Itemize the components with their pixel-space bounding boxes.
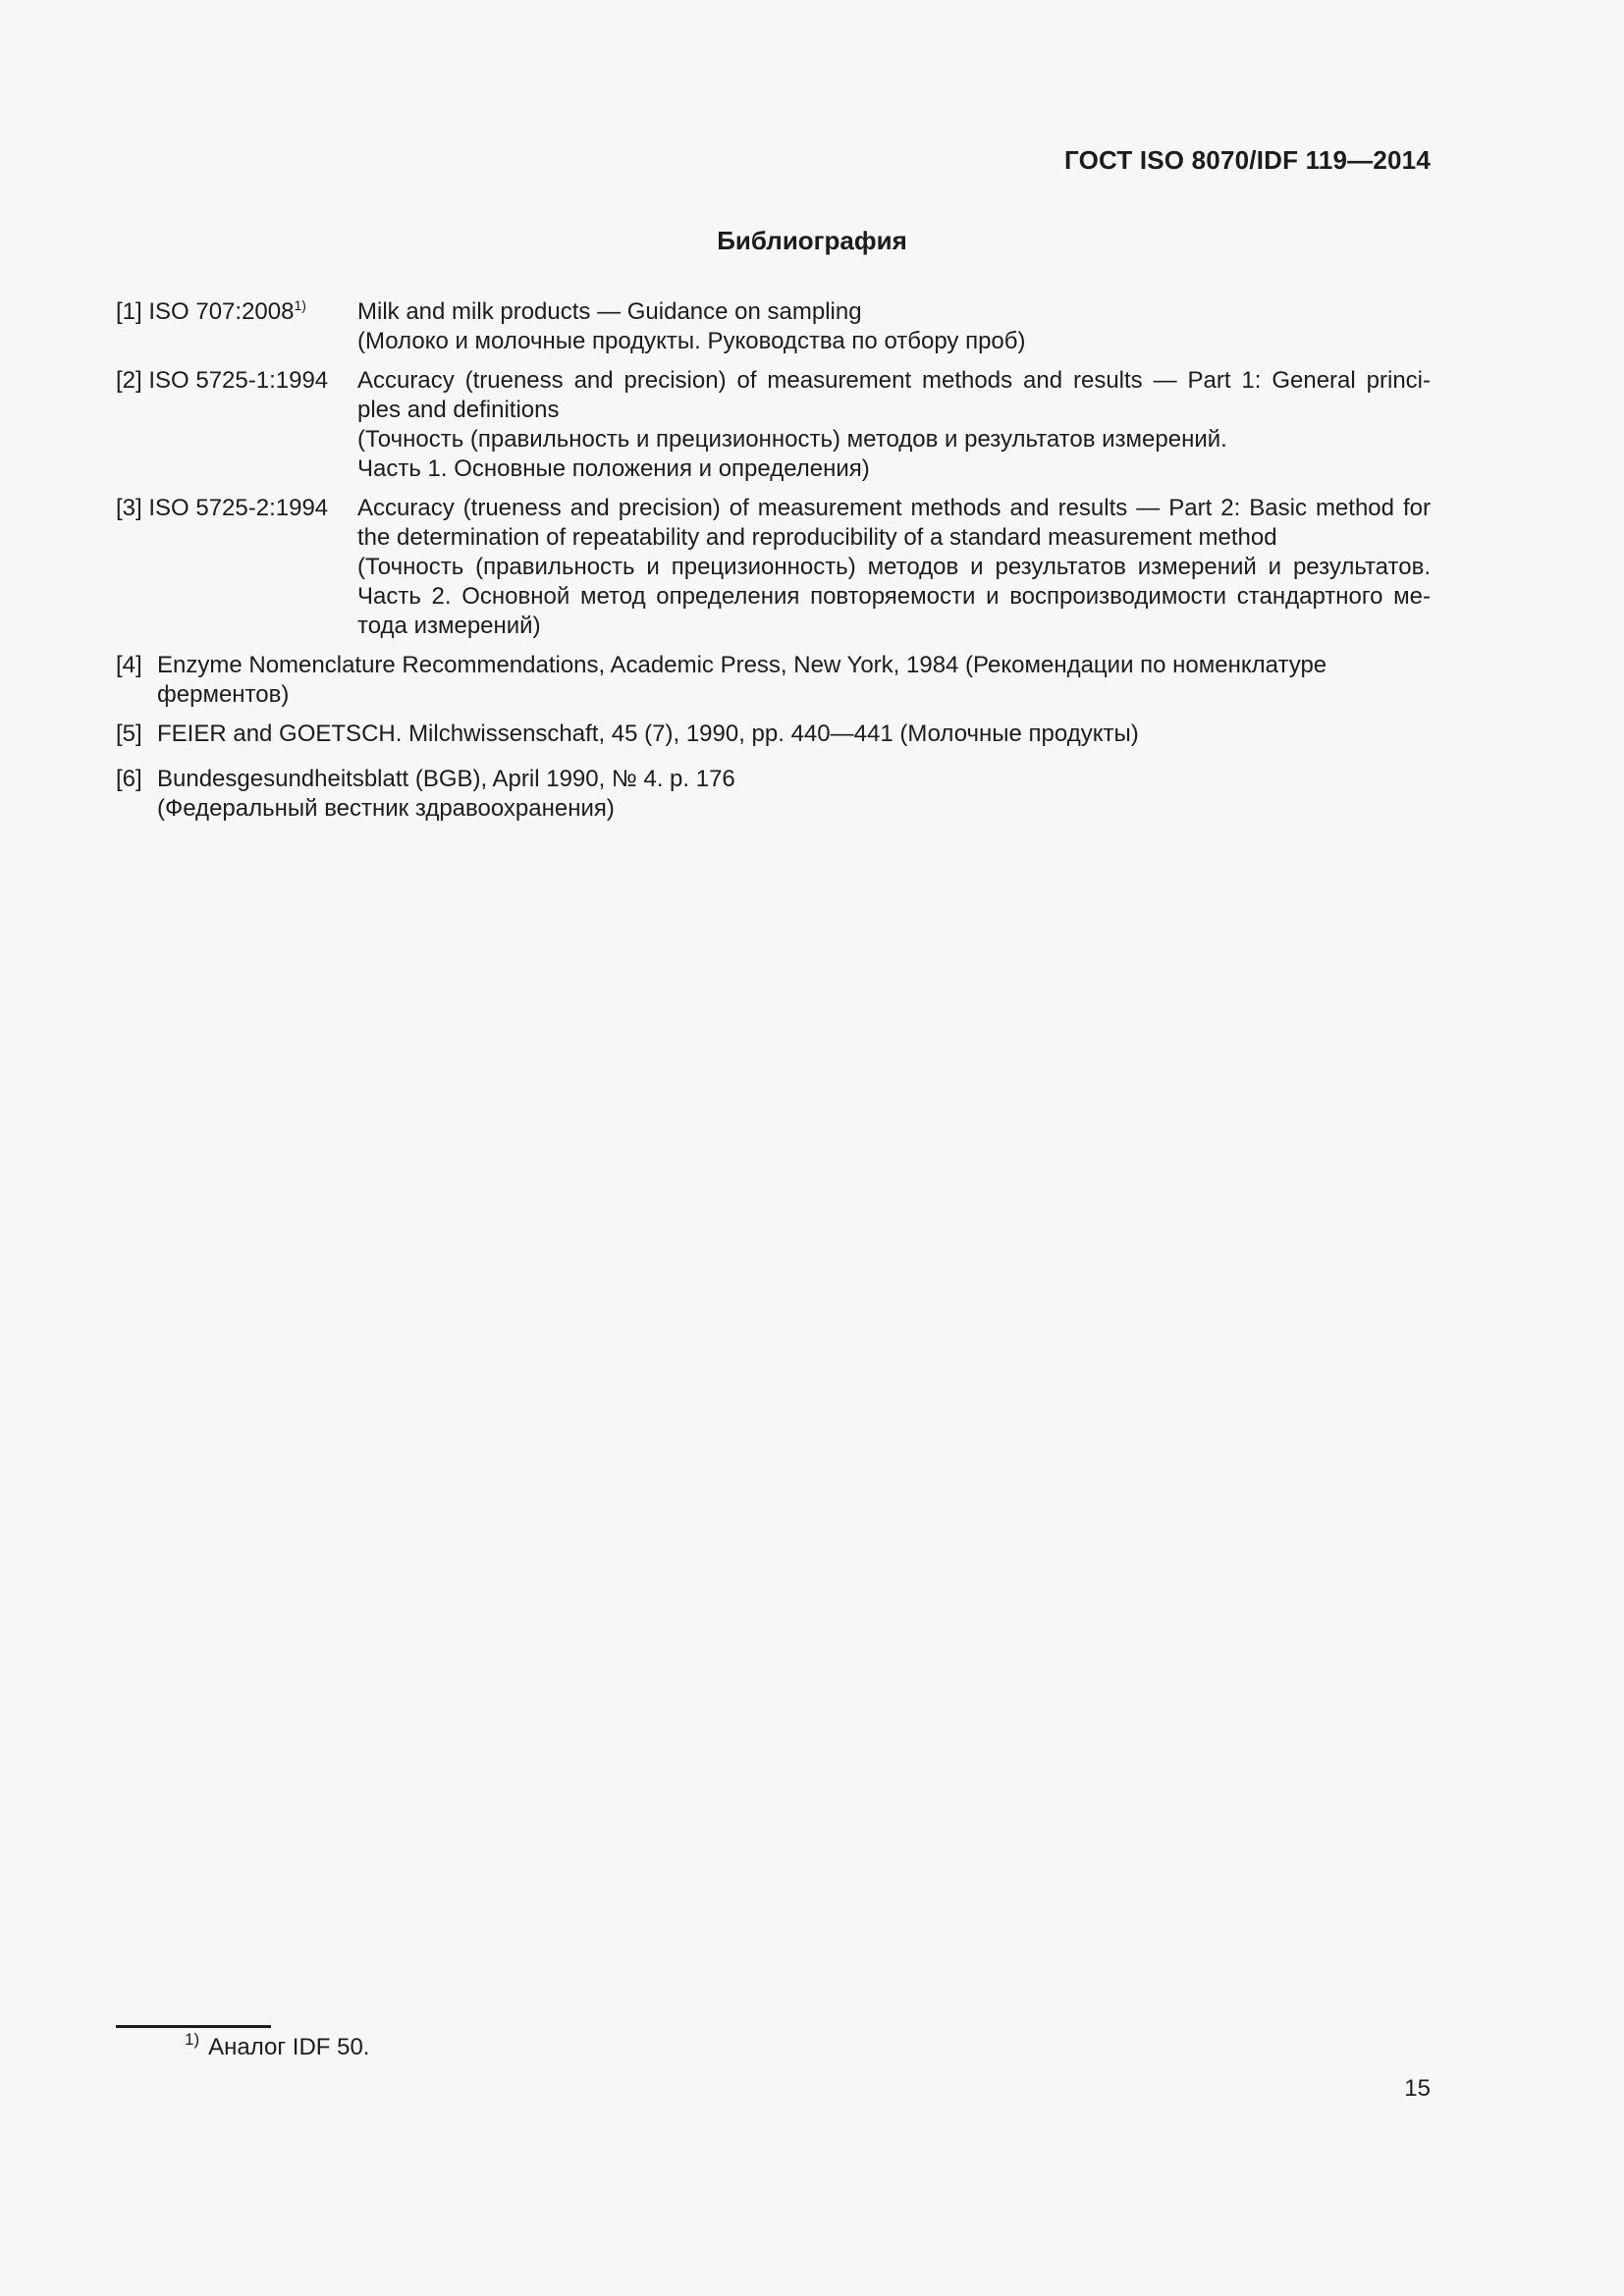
reference-line: тода измерений) — [357, 613, 541, 639]
document-header-code: ГОСТ ISO 8070/IDF 119—2014 — [1063, 145, 1431, 175]
reference-line: (Точность (правильность и прецизионность) методов и результатов измерений. — [357, 426, 1227, 453]
reference-line: [4] Enzyme Nomenclature Recommendations, Academic Press, New York, 1984 (Рекомендации по номенклатуре — [116, 652, 1327, 678]
reference-line: the determination of repeatability and reproducibility of a standard measurement method — [357, 524, 1277, 551]
reference-line: (Федеральный вестник здравоохранения) — [157, 795, 615, 822]
reference-body — [357, 494, 1431, 641]
references-list — [116, 297, 1431, 833]
reference-line: [6] Bundesgesundheitsblatt (BGB), April 1990, № 4. p. 176 — [116, 766, 735, 792]
footnote-marker: 1) — [294, 297, 306, 313]
reference-item-2 — [116, 366, 1431, 484]
reference-id: [1] ISO 707:2008$^{1)}$ — [116, 297, 306, 325]
reference-line: Часть 1. Основные положения и определения) — [357, 455, 870, 482]
footnote-separator — [116, 2025, 271, 2028]
reference-line: Часть 2. Основной метод определения повторяемости и воспроизводимости стандартного ме- — [357, 583, 1431, 610]
reference-item-6 — [116, 765, 1431, 824]
reference-body — [357, 297, 1431, 356]
reference-item-1 — [116, 297, 1431, 356]
footnote — [185, 2030, 370, 2061]
reference-id: [2] ISO 5725-1:1994 — [116, 367, 329, 394]
reference-line: ples and definitions — [357, 397, 560, 423]
reference-line: Accuracy (trueness and precision) of measurement methods and results — Part 1: General princi- — [357, 367, 1431, 394]
reference-line: (Молоко и молочные продукты. Руководства по отбору проб) — [357, 328, 1026, 354]
reference-line: Milk and milk products — Guidance on sampling — [357, 298, 862, 325]
reference-body — [357, 366, 1431, 484]
reference-number: [5] — [116, 721, 142, 747]
page-number: 15 — [1404, 2075, 1431, 2102]
reference-number: [4] — [116, 652, 142, 678]
reference-item-4 — [116, 651, 1431, 710]
reference-line: (Точность (правильность и прецизионность) методов и результатов измерений и результатов. — [357, 554, 1431, 580]
footnote-marker: 1) — [185, 2030, 200, 2049]
reference-line: ферментов) — [157, 681, 290, 708]
reference-id: [3] ISO 5725-2:1994 — [116, 495, 329, 521]
reference-item-3 — [116, 494, 1431, 641]
footnote-text: Аналог IDF 50. — [208, 2034, 370, 2060]
reference-number: [6] — [116, 766, 142, 792]
bibliography-title: Библиография — [717, 226, 907, 255]
reference-item-5 — [116, 720, 1431, 749]
reference-line: Accuracy (trueness and precision) of measurement methods and results — Part 2: Basic method for — [357, 495, 1431, 521]
reference-line: [5] FEIER and GOETSCH. Milchwissenschaft, 45 (7), 1990, pp. 440—441 (Молочные продукты) — [116, 721, 1139, 747]
